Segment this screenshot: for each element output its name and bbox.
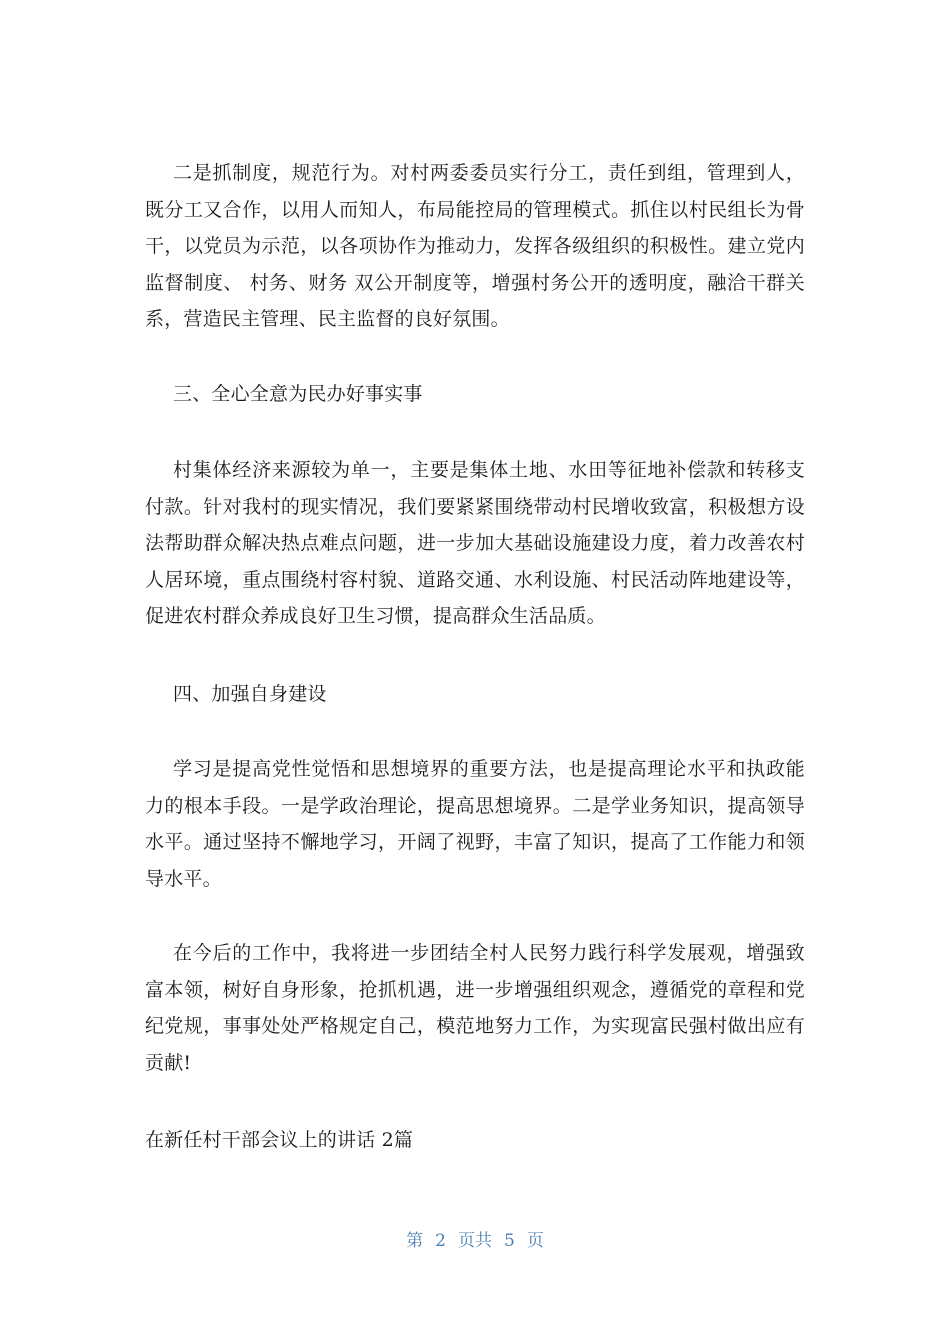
footer-prefix: 第 bbox=[406, 1231, 424, 1251]
footer-total-pages: 5 bbox=[504, 1231, 515, 1251]
heading-section-three: 三、全心全意为民办好事实事 bbox=[173, 383, 423, 405]
footer-suffix: 页 bbox=[526, 1231, 544, 1251]
page-footer bbox=[0, 1226, 950, 1251]
footer-mid: 页共 bbox=[458, 1231, 492, 1251]
next-document-title: 在新任村干部会议上的讲话 2篇 bbox=[145, 1129, 414, 1151]
paragraph-system-rules: 二是抓制度，规范行为。对村两委委员实行分工，责任到组，管理到人，既分工又合作，以用人而知人，布局能控局的管理模式。抓住以村民组长为骨干，以党员为示范，以各项协作为推动力，发挥各级组织的积极性。建立党内监督制度、 村务、财务 双公开制度等，增强村务公开的透明度，融洽干群关系，营造民主管理、民主监督的良好氛围。 bbox=[145, 162, 805, 330]
paragraph-village-economy: 村集体经济来源较为单一，主要是集体土地、水田等征地补偿款和转移支付款。针对我村的现实情况，我们要紧紧围绕带动村民增收致富，积极想方设法帮助群众解决热点难点问题，进一步加大基础设施建设力度，着力改善农村人居环境，重点围绕村容村貌、道路交通、水利设施、村民活动阵地建设等，促进农村群众养成良好卫生习惯，提高群众生活品质。 bbox=[145, 459, 805, 627]
heading-section-four: 四、加强自身建设 bbox=[173, 683, 327, 705]
paragraph-study: 学习是提高党性觉悟和思想境界的重要方法，也是提高理论水平和执政能力的根本手段。一是学政治理论，提高思想境界。二是学业务知识，提高领导水平。通过坚持不懈地学习，开阔了视野，丰富了知识，提高了工作能力和领导水平。 bbox=[145, 758, 805, 890]
footer-page-number: 2 bbox=[435, 1231, 446, 1251]
paragraph-future-work: 在今后的工作中，我将进一步团结全村人民努力践行科学发展观，增强致富本领，树好自身形象，抢抓机遇，进一步增强组织观念，遵循党的章程和党纪党规，事事处处严格规定自己，模范地努力工作，为实现富民强村做出应有贡献! bbox=[145, 942, 805, 1074]
